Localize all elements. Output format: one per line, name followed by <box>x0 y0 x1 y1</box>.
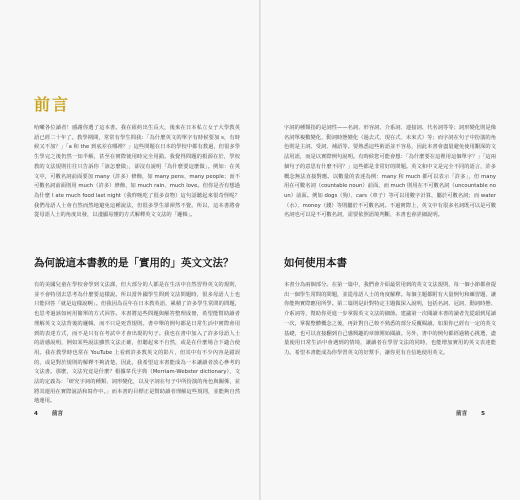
page-number-right: 5 <box>481 411 486 417</box>
section-title-practical-grammar: 為何說這本書教的是「實用的」英文文法？ <box>34 257 234 269</box>
intro-paragraph-right: 字詞的種類指的是詞性——名詞、形容詞、介系詞、連接詞、代名詞等等；詞形變化則是像名詞單複數變化、動詞時態變化（過去式、現在式、未來式）等；而字詞在句子中扮演的角色則是主詞、受詞、補語等。要熟悉這些術語並不容易，因此本書會盡量避免使用艱深的文法用語，而是以實際例句說明。有時候您可能會想：「為什麼要在這裡用這個單字？」「這兩個句子的意思有什麼不同？」這些都是非常好的問題。英文和中文是完全不同的語言，許多概念無法直接對應。以數量的表達為例：many 和 much 都可以表示「許多」，但 many 用在可數名詞（countable noun）前面，而 much 則用在不可數名詞（uncountable noun）前面。例如 dogs（狗）、cars（車子）等可以用數字計算，屬於可數名詞；而 water（水）、money（錢）等則屬於不可數名詞。不過實際上，英文中有很多名詞既可以是可數名詞也可以是不可數名詞，需要依照語境判斷，本書也會詳細說明。 <box>284 125 496 219</box>
page-number-left: 4 <box>34 411 38 417</box>
section-title-how-to-use: 如何使用本書 <box>284 257 347 269</box>
intro-paragraph-left: 哈囉各位讀者！感謝你選了這本書。我在紐約出生長大，後來在日本私立女子大學教英語已經二十年了。教學期間，常常有學生問我：「為什麼英文的單字有時候要加 s，有時候又不加？」「a 和 the 到底差在哪裡？」這些問題在日本的學校中都有教過，但很多學生學完之後仍然一知半解，甚至在實際使用時完全用錯。我覺得問題的根源在於，學校教的文法規則往往只告訴你「該怎麼做」，卻沒有說明「為什麼要這麼做」。例如：在英文中，可數名詞前面要加 many（許多）修飾，如 many pens、many people；而不可數名詞前面則用 much（許多）修飾，如 much rain、much love。但你是否有想過為什麼 I ate much food last night（我昨晚吃了很多食物）這句話聽起來很奇怪呢？我們母語人士會自然而然地避免這種說法，但很多學生卻渾然不覺。所以，這本書將會從母語人士的角度出發，以淺顯易懂的方式解釋英文文法的「邏輯」。 <box>34 125 240 219</box>
section-paragraph-how-to-use: 本書分為兩個部分。在第一篇中，我們會介紹最常用到的英文文法規則，每一個小節都會提出一個學生常問的問題，並從母語人士的角度解釋。每個主題都附有大量例句和練習題，讓你能夠實際應用所學。第二篇則是針對特定主題做深入說明，包括名詞、冠詞、動詞時態、介系詞等，幫助你更進一步掌握英文文法的細節。建議第一次閱讀本書的讀者先從頭到尾讀一次，掌握整體概念之後，再針對自己較不熟悉的部分反覆閱讀。如果你已經有一定的英文基礎，也可以直接翻到自己感興趣的章節開始閱讀。另外，書中的例句都經過精心挑選，盡量使用日常生活中會遇到的情境，讓讀者在學習文法的同時，也能增加實用的英文表達能力。希望本書能成為你學習英文的好幫手，讓你更有自信地使用英文。 <box>284 282 496 356</box>
chapter-title: 前言 <box>34 95 71 114</box>
left-folio <box>34 409 63 417</box>
right-folio <box>456 409 485 417</box>
running-head-left: 前言 <box>51 411 64 417</box>
left-page <box>0 0 259 500</box>
right-page <box>261 0 520 500</box>
section-paragraph-practical-grammar: 有的美國兒童在學校會學到文法課，但大部分的人都是在生活中自然習得英文的規則，並不會特別去思考為什麼要這樣說。所以當外國學生問到文法問題時，很多母語人士也只能回答「就是這樣說啊」。但我因為長年在日本教英語，累積了許多學生常問的問題，也思考過該如何用簡單的方式回答。本書將這些問題與解答整理成冊，希望能幫助讀者理解英文文法背後的邏輯，而不只是死背規則。書中舉的例句都是日常生活中實際會用到的表達方式，而不是只有在考試中才會出現的句子。我也在書中加入了許多母語人士的語感說明，例如某些說法雖然文法正確，但聽起來不自然，或是在什麼場合下適合使用。我在教學時也常在 YouTube 上看到許多教英文的影片，但其中有不少內容是錯誤的，或是對於規則的解釋不夠清楚。因此，我希望這本書能成為一本讓讀者放心參考的文法書。那麼，文法究竟是什麼？根據韋氏字典（Merriam-Webster dictionary），文法的定義為：「研究字詞的種類、詞形變化，以及字詞在句子中所扮演的角色與關係，並將其運用在實際說話和寫作中。」而本書的目標正是幫助讀者理解這些規則，並能夠自然地運用。 <box>34 282 240 405</box>
running-head-right: 前言 <box>456 411 468 417</box>
